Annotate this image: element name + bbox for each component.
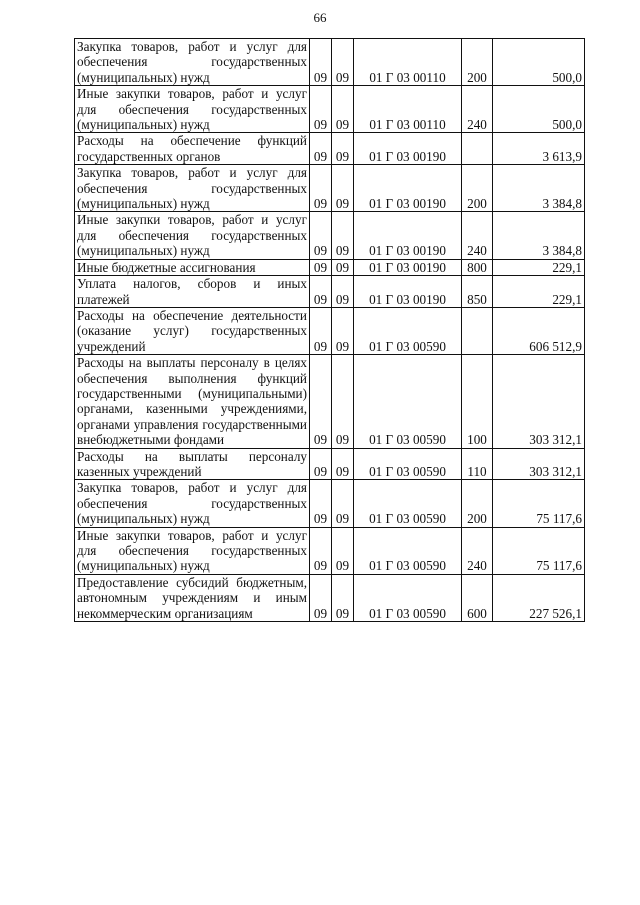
subsection-code: 09 xyxy=(332,307,354,354)
expense-name: Расходы на обеспечение функций государственных органов xyxy=(75,133,310,165)
expense-type-code: 240 xyxy=(462,86,493,133)
subsection-code: 09 xyxy=(332,574,354,621)
target-article-code: 01 Г 03 00190 xyxy=(354,212,462,259)
section-code: 09 xyxy=(310,527,332,574)
target-article-code: 01 Г 03 00590 xyxy=(354,448,462,480)
expense-type-code: 200 xyxy=(462,480,493,527)
amount: 303 312,1 xyxy=(493,355,585,448)
target-article-code: 01 Г 03 00590 xyxy=(354,307,462,354)
expense-name: Закупка товаров, работ и услуг для обеспечения государственных (муниципальных) нужд xyxy=(75,480,310,527)
subsection-code: 09 xyxy=(332,86,354,133)
target-article-code: 01 Г 03 00590 xyxy=(354,355,462,448)
amount: 75 117,6 xyxy=(493,527,585,574)
expense-type-code: 800 xyxy=(462,259,493,275)
target-article-code: 01 Г 03 00190 xyxy=(354,259,462,275)
table-row xyxy=(75,133,585,165)
expense-name: Расходы на выплаты персоналу в целях обеспечения выполнения функций государственными (муниципальными) органами, казенными учреждениями, органами управления государственными внебюджетными фондами xyxy=(75,355,310,448)
expense-name: Предоставление субсидий бюджетным, автономным учреждениям и иным некоммерческим организациям xyxy=(75,574,310,621)
table-row xyxy=(75,212,585,259)
section-code: 09 xyxy=(310,133,332,165)
expense-name: Расходы на выплаты персоналу казенных учреждений xyxy=(75,448,310,480)
table-row xyxy=(75,259,585,275)
amount: 227 526,1 xyxy=(493,574,585,621)
target-article-code: 01 Г 03 00190 xyxy=(354,133,462,165)
amount: 500,0 xyxy=(493,39,585,86)
subsection-code: 09 xyxy=(332,527,354,574)
expense-type-code: 240 xyxy=(462,527,493,574)
amount: 3 384,8 xyxy=(493,212,585,259)
expense-name: Иные закупки товаров, работ и услуг для обеспечения государственных (муниципальных) нужд xyxy=(75,212,310,259)
subsection-code: 09 xyxy=(332,355,354,448)
expense-type-code: 200 xyxy=(462,39,493,86)
target-article-code: 01 Г 03 00590 xyxy=(354,480,462,527)
expense-type-code: 110 xyxy=(462,448,493,480)
amount: 606 512,9 xyxy=(493,307,585,354)
expense-type-code: 850 xyxy=(462,276,493,308)
subsection-code: 09 xyxy=(332,39,354,86)
section-code: 09 xyxy=(310,259,332,275)
amount: 3 613,9 xyxy=(493,133,585,165)
expense-name: Иные закупки товаров, работ и услуг для обеспечения государственных (муниципальных) нужд xyxy=(75,527,310,574)
page-number: 66 xyxy=(313,10,327,25)
subsection-code: 09 xyxy=(332,276,354,308)
subsection-code: 09 xyxy=(332,165,354,212)
section-code: 09 xyxy=(310,276,332,308)
table-row xyxy=(75,527,585,574)
target-article-code: 01 Г 03 00190 xyxy=(354,165,462,212)
subsection-code: 09 xyxy=(332,133,354,165)
section-code: 09 xyxy=(310,86,332,133)
subsection-code: 09 xyxy=(332,480,354,527)
table-row xyxy=(75,86,585,133)
expense-name: Уплата налогов, сборов и иных платежей xyxy=(75,276,310,308)
amount: 229,1 xyxy=(493,259,585,275)
target-article-code: 01 Г 03 00190 xyxy=(354,276,462,308)
section-code: 09 xyxy=(310,355,332,448)
expense-type-code: 100 xyxy=(462,355,493,448)
table-row xyxy=(75,355,585,448)
amount: 3 384,8 xyxy=(493,165,585,212)
subsection-code: 09 xyxy=(332,448,354,480)
amount: 500,0 xyxy=(493,86,585,133)
table-row xyxy=(75,574,585,621)
expense-name: Закупка товаров, работ и услуг для обеспечения государственных (муниципальных) нужд xyxy=(75,165,310,212)
section-code: 09 xyxy=(310,39,332,86)
amount: 303 312,1 xyxy=(493,448,585,480)
subsection-code: 09 xyxy=(332,212,354,259)
budget-table xyxy=(74,38,585,622)
table-row xyxy=(75,307,585,354)
section-code: 09 xyxy=(310,165,332,212)
table-row xyxy=(75,448,585,480)
table-row xyxy=(75,276,585,308)
expense-name: Закупка товаров, работ и услуг для обеспечения государственных (муниципальных) нужд xyxy=(75,39,310,86)
section-code: 09 xyxy=(310,574,332,621)
section-code: 09 xyxy=(310,212,332,259)
target-article-code: 01 Г 03 00110 xyxy=(354,86,462,133)
subsection-code: 09 xyxy=(332,259,354,275)
expense-name: Расходы на обеспечение деятельности (оказание услуг) государственных учреждений xyxy=(75,307,310,354)
expense-type-code xyxy=(462,307,493,354)
target-article-code: 01 Г 03 00110 xyxy=(354,39,462,86)
table-row xyxy=(75,39,585,86)
table-row xyxy=(75,480,585,527)
section-code: 09 xyxy=(310,448,332,480)
target-article-code: 01 Г 03 00590 xyxy=(354,527,462,574)
expense-type-code xyxy=(462,133,493,165)
expense-type-code: 200 xyxy=(462,165,493,212)
amount: 75 117,6 xyxy=(493,480,585,527)
expense-name: Иные закупки товаров, работ и услуг для обеспечения государственных (муниципальных) нужд xyxy=(75,86,310,133)
section-code: 09 xyxy=(310,480,332,527)
table-row xyxy=(75,165,585,212)
expense-type-code: 600 xyxy=(462,574,493,621)
target-article-code: 01 Г 03 00590 xyxy=(354,574,462,621)
expense-name: Иные бюджетные ассигнования xyxy=(75,259,310,275)
amount: 229,1 xyxy=(493,276,585,308)
expense-type-code: 240 xyxy=(462,212,493,259)
section-code: 09 xyxy=(310,307,332,354)
